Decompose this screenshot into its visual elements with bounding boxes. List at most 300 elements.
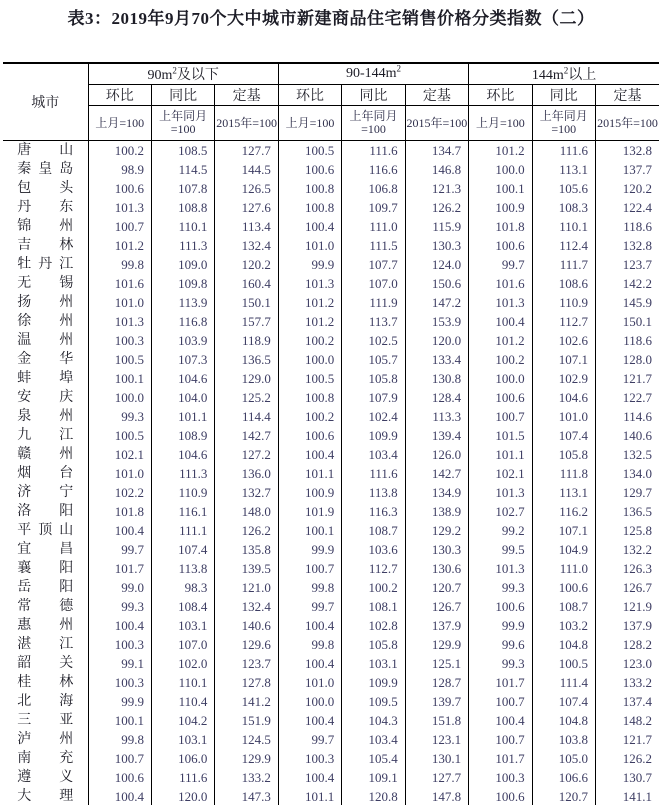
city-name: 襄 阳 (17, 561, 74, 576)
index-value-cell: 127.7 (405, 768, 468, 787)
index-value-cell: 103.4 (342, 445, 405, 464)
index-value-cell: 129.6 (215, 635, 278, 654)
city-cell (3, 369, 88, 388)
index-value-cell: 99.8 (88, 255, 151, 274)
index-value-cell: 99.8 (278, 635, 341, 654)
table-row (3, 141, 659, 161)
city-name: 泸 州 (17, 732, 74, 747)
index-value-cell: 99.9 (278, 540, 341, 559)
index-value-cell: 100.1 (88, 369, 151, 388)
index-value-cell: 100.0 (278, 692, 341, 711)
base-header-2015: 2015年=100 (405, 106, 468, 141)
index-value-cell: 123.7 (596, 255, 660, 274)
index-value-cell: 136.5 (596, 502, 660, 521)
index-value-cell: 100.4 (278, 711, 341, 730)
index-value-cell: 108.4 (151, 597, 214, 616)
index-value-cell: 112.4 (532, 236, 595, 255)
index-value-cell: 114.5 (151, 160, 214, 179)
index-value-cell: 125.8 (596, 521, 660, 540)
index-value-cell: 139.7 (405, 692, 468, 711)
index-value-cell: 126.2 (405, 198, 468, 217)
index-value-cell: 123.7 (215, 654, 278, 673)
index-value-cell: 137.7 (596, 160, 660, 179)
index-value-cell: 109.0 (151, 255, 214, 274)
index-value-cell: 124.5 (215, 730, 278, 749)
city-cell (3, 559, 88, 578)
metric-header-mom: 环比 (88, 85, 151, 106)
index-value-cell: 128.2 (596, 635, 660, 654)
index-value-cell: 120.0 (405, 331, 468, 350)
index-value-cell: 99.3 (469, 578, 532, 597)
index-value-cell: 144.5 (215, 160, 278, 179)
index-value-cell: 99.8 (278, 578, 341, 597)
index-value-cell: 121.9 (596, 597, 660, 616)
index-value-cell: 108.6 (532, 274, 595, 293)
table-row (3, 730, 659, 749)
index-value-cell: 100.8 (278, 179, 341, 198)
index-value-cell: 105.6 (532, 179, 595, 198)
table-row (3, 540, 659, 559)
index-value-cell: 100.3 (469, 768, 532, 787)
city-cell (3, 654, 88, 673)
city-name: 济 宁 (17, 485, 74, 500)
index-value-cell: 110.9 (151, 483, 214, 502)
table-row (3, 483, 659, 502)
index-value-cell: 110.1 (151, 673, 214, 692)
index-value-cell: 100.8 (278, 388, 341, 407)
index-value-cell: 100.4 (278, 616, 341, 635)
index-value-cell: 140.6 (596, 426, 660, 445)
table-row (3, 312, 659, 331)
index-value-cell: 111.0 (342, 217, 405, 236)
index-value-cell: 137.4 (596, 692, 660, 711)
index-value-cell: 108.5 (151, 141, 214, 161)
index-value-cell: 126.3 (596, 559, 660, 578)
city-cell (3, 635, 88, 654)
index-value-cell: 136.5 (215, 350, 278, 369)
table-row (3, 198, 659, 217)
index-value-cell: 101.3 (469, 293, 532, 312)
index-value-cell: 113.9 (151, 293, 214, 312)
city-name: 蚌 埠 (17, 371, 74, 386)
city-cell (3, 388, 88, 407)
index-value-cell: 100.4 (88, 521, 151, 540)
city-name: 洛 阳 (17, 504, 74, 519)
index-value-cell: 145.9 (596, 293, 660, 312)
city-name: 岳 阳 (17, 580, 74, 595)
table-row (3, 426, 659, 445)
index-value-cell: 128.4 (405, 388, 468, 407)
base-header-row (3, 106, 659, 141)
index-value-cell: 111.6 (151, 768, 214, 787)
index-value-cell: 100.3 (88, 673, 151, 692)
index-value-cell: 102.1 (469, 464, 532, 483)
city-name: 大 理 (17, 789, 74, 804)
index-value-cell: 100.6 (469, 388, 532, 407)
index-value-cell: 130.3 (405, 540, 468, 559)
index-value-cell: 104.2 (151, 711, 214, 730)
index-value-cell: 132.8 (596, 236, 660, 255)
city-name: 韶 关 (17, 656, 74, 671)
index-value-cell: 120.2 (596, 179, 660, 198)
index-value-cell: 148.2 (596, 711, 660, 730)
city-cell (3, 768, 88, 787)
index-value-cell: 100.6 (88, 179, 151, 198)
index-value-cell: 134.9 (405, 483, 468, 502)
index-value-cell: 140.6 (215, 616, 278, 635)
index-value-cell: 104.9 (532, 540, 595, 559)
index-value-cell: 109.9 (342, 426, 405, 445)
index-value-cell: 121.3 (405, 179, 468, 198)
index-value-cell: 111.6 (342, 464, 405, 483)
table-row (3, 502, 659, 521)
index-value-cell: 102.8 (342, 616, 405, 635)
index-value-cell: 157.7 (215, 312, 278, 331)
index-value-cell: 100.5 (278, 369, 341, 388)
index-value-cell: 100.3 (278, 749, 341, 768)
index-value-cell: 151.9 (215, 711, 278, 730)
city-name: 宜 昌 (17, 542, 74, 557)
index-value-cell: 99.9 (278, 255, 341, 274)
group-label: 144m (531, 68, 564, 83)
city-name: 南 充 (17, 751, 74, 766)
index-value-cell: 126.0 (405, 445, 468, 464)
index-value-cell: 108.3 (532, 198, 595, 217)
index-value-cell: 111.8 (532, 464, 595, 483)
index-value-cell: 99.6 (469, 635, 532, 654)
index-value-cell: 102.1 (88, 445, 151, 464)
index-value-cell: 141.1 (596, 787, 660, 805)
base-header-same-month-last-year: 上年同月 =100 (532, 106, 595, 141)
index-value-cell: 104.6 (532, 388, 595, 407)
city-cell (3, 787, 88, 805)
city-cell (3, 749, 88, 768)
index-value-cell: 99.7 (278, 730, 341, 749)
index-value-cell: 150.1 (215, 293, 278, 312)
index-value-cell: 107.4 (532, 426, 595, 445)
index-value-cell: 100.5 (88, 426, 151, 445)
index-value-cell: 121.7 (596, 369, 660, 388)
table-row (3, 616, 659, 635)
index-value-cell: 134.7 (405, 141, 468, 161)
index-value-cell: 101.2 (88, 236, 151, 255)
index-value-cell: 109.5 (342, 692, 405, 711)
index-value-cell: 142.7 (405, 464, 468, 483)
index-value-cell: 130.7 (596, 768, 660, 787)
city-cell (3, 578, 88, 597)
city-cell (3, 616, 88, 635)
index-value-cell: 105.8 (342, 369, 405, 388)
city-cell (3, 350, 88, 369)
city-cell (3, 426, 88, 445)
index-value-cell: 111.9 (342, 293, 405, 312)
index-value-cell: 106.8 (342, 179, 405, 198)
index-value-cell: 99.3 (88, 597, 151, 616)
index-value-cell: 123.0 (596, 654, 660, 673)
index-value-cell: 99.7 (88, 540, 151, 559)
index-value-cell: 137.9 (405, 616, 468, 635)
index-value-cell: 108.1 (342, 597, 405, 616)
index-value-cell: 102.5 (342, 331, 405, 350)
index-value-cell: 122.4 (596, 198, 660, 217)
index-value-cell: 129.9 (405, 635, 468, 654)
table-row (3, 407, 659, 426)
index-value-cell: 112.7 (342, 559, 405, 578)
city-name: 常 德 (17, 599, 74, 614)
index-value-cell: 108.7 (342, 521, 405, 540)
index-value-cell: 110.1 (151, 217, 214, 236)
index-value-cell: 101.3 (278, 274, 341, 293)
metric-header-row (3, 85, 659, 106)
index-value-cell: 116.6 (342, 160, 405, 179)
table-row (3, 331, 659, 350)
index-value-cell: 113.1 (532, 160, 595, 179)
index-value-cell: 118.6 (596, 217, 660, 236)
index-value-cell: 110.1 (532, 217, 595, 236)
index-value-cell: 135.8 (215, 540, 278, 559)
index-value-cell: 139.4 (405, 426, 468, 445)
index-value-cell: 111.4 (532, 673, 595, 692)
index-value-cell: 129.7 (596, 483, 660, 502)
index-value-cell: 113.1 (532, 483, 595, 502)
metric-header-mom: 环比 (278, 85, 341, 106)
index-value-cell: 129.9 (215, 749, 278, 768)
index-value-cell: 102.0 (151, 654, 214, 673)
index-value-cell: 101.1 (278, 464, 341, 483)
city-cell (3, 217, 88, 236)
index-value-cell: 107.1 (532, 350, 595, 369)
group-label: 90-144m (345, 66, 397, 81)
index-value-cell: 137.9 (596, 616, 660, 635)
table-row (3, 768, 659, 787)
index-value-cell: 100.1 (278, 521, 341, 540)
index-value-cell: 103.1 (342, 654, 405, 673)
index-value-cell: 150.6 (405, 274, 468, 293)
index-value-cell: 101.0 (532, 407, 595, 426)
table-row (3, 217, 659, 236)
index-value-cell: 147.8 (405, 787, 468, 805)
group-label: 90m (147, 68, 173, 83)
index-value-cell: 107.0 (342, 274, 405, 293)
index-value-cell: 99.7 (278, 597, 341, 616)
index-value-cell: 100.6 (88, 768, 151, 787)
table-row (3, 559, 659, 578)
base-header-same-month-last-year: 上年同月 =100 (151, 106, 214, 141)
index-value-cell: 100.6 (469, 597, 532, 616)
index-value-cell: 107.0 (151, 635, 214, 654)
index-value-cell: 107.8 (151, 179, 214, 198)
index-value-cell: 102.2 (88, 483, 151, 502)
city-name: 秦 皇 岛 (17, 162, 74, 177)
index-value-cell: 99.1 (88, 654, 151, 673)
index-value-cell: 111.1 (151, 521, 214, 540)
city-name: 安 庆 (17, 390, 74, 405)
index-value-cell: 104.8 (532, 635, 595, 654)
base-header-prev-month: 上月=100 (278, 106, 341, 141)
index-value-cell: 101.2 (278, 293, 341, 312)
city-name: 湛 江 (17, 637, 74, 652)
index-value-cell: 101.0 (88, 464, 151, 483)
index-value-cell: 104.0 (151, 388, 214, 407)
index-value-cell: 120.2 (215, 255, 278, 274)
index-value-cell: 100.6 (278, 160, 341, 179)
index-value-cell: 100.9 (469, 198, 532, 217)
index-value-cell: 132.5 (596, 445, 660, 464)
city-name: 遵 义 (17, 770, 74, 785)
city-cell (3, 141, 88, 161)
index-value-cell: 100.7 (278, 559, 341, 578)
index-value-cell: 100.7 (88, 749, 151, 768)
index-value-cell: 100.6 (469, 787, 532, 805)
index-value-cell: 105.8 (532, 445, 595, 464)
index-value-cell: 150.1 (596, 312, 660, 331)
city-cell (3, 540, 88, 559)
city-cell (3, 160, 88, 179)
index-value-cell: 100.0 (469, 160, 532, 179)
index-value-cell: 107.3 (151, 350, 214, 369)
base-header-2015: 2015年=100 (215, 106, 278, 141)
index-value-cell: 130.6 (405, 559, 468, 578)
index-value-cell: 100.7 (469, 407, 532, 426)
index-value-cell: 101.3 (469, 559, 532, 578)
index-value-cell: 111.0 (532, 559, 595, 578)
index-value-cell: 101.8 (88, 502, 151, 521)
city-name: 北 海 (17, 694, 74, 709)
city-cell (3, 293, 88, 312)
index-value-cell: 100.4 (469, 711, 532, 730)
table-row (3, 692, 659, 711)
index-value-cell: 129.0 (215, 369, 278, 388)
index-value-cell: 101.3 (88, 198, 151, 217)
index-value-cell: 101.3 (469, 483, 532, 502)
index-value-cell: 100.6 (469, 236, 532, 255)
city-name: 唐 山 (17, 143, 74, 158)
index-value-cell: 100.6 (532, 578, 595, 597)
index-value-cell: 101.2 (278, 312, 341, 331)
index-value-cell: 99.7 (469, 255, 532, 274)
group-header-90-and-below (88, 63, 278, 85)
index-value-cell: 108.8 (151, 198, 214, 217)
index-value-cell: 100.2 (469, 350, 532, 369)
index-value-cell: 99.2 (469, 521, 532, 540)
index-value-cell: 113.7 (342, 312, 405, 331)
index-value-cell: 110.9 (532, 293, 595, 312)
index-value-cell: 111.3 (151, 236, 214, 255)
table-row (3, 350, 659, 369)
index-value-cell: 109.1 (342, 768, 405, 787)
index-value-cell: 111.7 (532, 255, 595, 274)
index-value-cell: 109.7 (342, 198, 405, 217)
index-value-cell: 118.9 (215, 331, 278, 350)
index-value-cell: 111.5 (342, 236, 405, 255)
index-value-cell: 132.4 (215, 597, 278, 616)
city-cell (3, 198, 88, 217)
city-name: 温 州 (17, 333, 74, 348)
index-value-cell: 102.7 (469, 502, 532, 521)
index-value-cell: 100.7 (469, 730, 532, 749)
index-value-cell: 101.1 (278, 787, 341, 805)
index-value-cell: 100.2 (278, 331, 341, 350)
index-value-cell: 111.3 (151, 464, 214, 483)
group-header-90-144 (278, 63, 468, 85)
index-value-cell: 105.8 (342, 635, 405, 654)
table-body (3, 141, 659, 805)
table-row (3, 274, 659, 293)
table-row (3, 160, 659, 179)
metric-header-yoy: 同比 (151, 85, 214, 106)
index-value-cell: 101.1 (469, 445, 532, 464)
index-value-cell: 113.4 (215, 217, 278, 236)
index-value-cell: 116.1 (151, 502, 214, 521)
index-value-cell: 121.7 (596, 730, 660, 749)
city-name: 包 头 (17, 181, 74, 196)
index-value-cell: 141.2 (215, 692, 278, 711)
index-value-cell: 102.9 (532, 369, 595, 388)
index-value-cell: 100.2 (342, 578, 405, 597)
index-value-cell: 103.9 (151, 331, 214, 350)
index-value-cell: 101.7 (88, 559, 151, 578)
index-value-cell: 103.8 (532, 730, 595, 749)
index-value-cell: 132.7 (215, 483, 278, 502)
index-value-cell: 100.0 (469, 369, 532, 388)
index-value-cell: 101.9 (278, 502, 341, 521)
group-header-144-above (469, 63, 659, 85)
index-value-cell: 100.0 (278, 350, 341, 369)
city-cell (3, 179, 88, 198)
city-cell (3, 407, 88, 426)
table-row (3, 369, 659, 388)
group-header-row (3, 63, 659, 85)
index-value-cell: 113.8 (342, 483, 405, 502)
index-value-cell: 103.1 (151, 616, 214, 635)
index-value-cell: 101.0 (278, 236, 341, 255)
index-value-cell: 127.8 (215, 673, 278, 692)
index-value-cell: 126.5 (215, 179, 278, 198)
index-value-cell: 103.6 (342, 540, 405, 559)
index-value-cell: 104.3 (342, 711, 405, 730)
index-value-cell: 128.0 (596, 350, 660, 369)
index-value-cell: 113.3 (405, 407, 468, 426)
index-value-cell: 113.8 (151, 559, 214, 578)
index-value-cell: 127.7 (215, 141, 278, 161)
index-value-cell: 98.3 (151, 578, 214, 597)
city-cell (3, 464, 88, 483)
index-value-cell: 100.5 (532, 654, 595, 673)
index-value-cell: 100.3 (88, 635, 151, 654)
metric-header-fixed-base: 定基 (405, 85, 468, 106)
city-cell (3, 274, 88, 293)
city-header-label: 城市 (31, 96, 60, 111)
index-value-cell: 153.9 (405, 312, 468, 331)
index-value-cell: 103.2 (532, 616, 595, 635)
index-value-cell: 101.8 (469, 217, 532, 236)
city-name: 吉 林 (17, 238, 74, 253)
index-value-cell: 160.4 (215, 274, 278, 293)
city-name: 三 亚 (17, 713, 74, 728)
index-value-cell: 107.7 (342, 255, 405, 274)
table-row (3, 255, 659, 274)
table-row (3, 749, 659, 768)
city-cell (3, 673, 88, 692)
index-value-cell: 102.6 (532, 331, 595, 350)
city-column-header (3, 63, 88, 141)
index-value-cell: 100.0 (88, 388, 151, 407)
index-value-cell: 127.6 (215, 198, 278, 217)
index-value-cell: 108.9 (151, 426, 214, 445)
index-value-cell: 132.4 (215, 236, 278, 255)
index-value-cell: 111.6 (342, 141, 405, 161)
index-value-cell: 148.0 (215, 502, 278, 521)
